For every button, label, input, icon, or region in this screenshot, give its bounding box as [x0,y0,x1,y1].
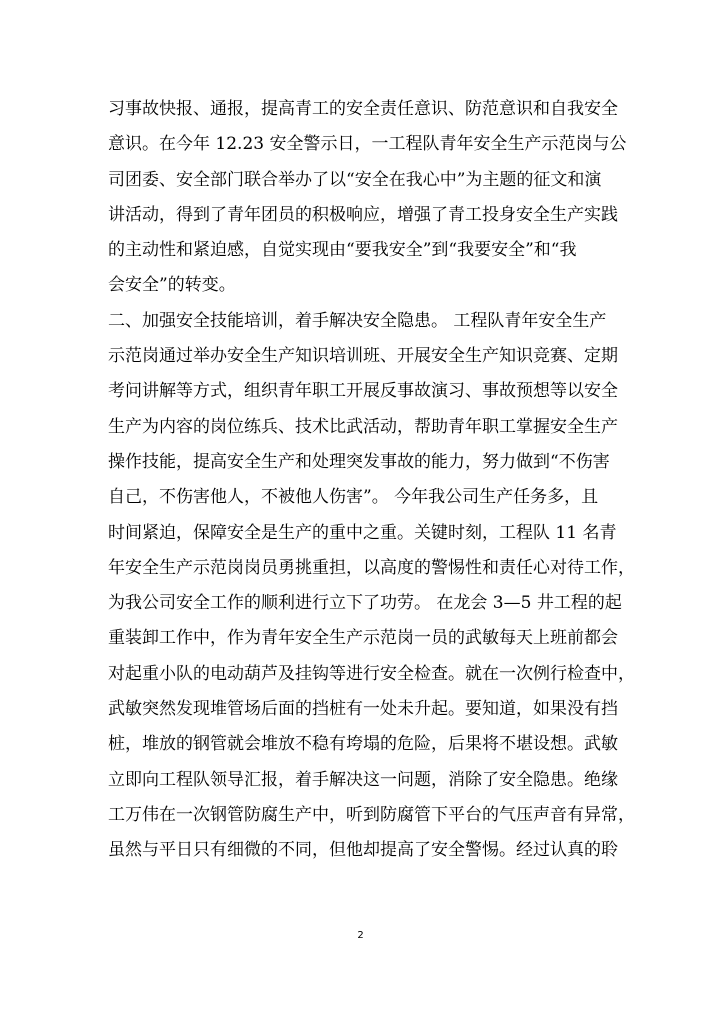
text-line: 的主动性和紧迫感，自觉实现由“要我安全”到“我要安全”和“我 [108,240,577,261]
text-line: 时间紧迫，保障安全是生产的重中之重。关键时刻，工程队 11 名青 [108,522,617,543]
text-line: 意识。在今年 12.23 安全警示日，一工程队青年安全生产示范岗与公 [108,134,627,155]
text-line: 桩，堆放的钢管就会堆放不稳有垮塌的危险，后果将不堪设想。武敏 [108,734,618,755]
text-line: 立即向工程队领导汇报，着手解决这一问题，消除了安全隐患。绝缘 [108,769,618,790]
body-text [108,92,635,869]
text-line: 工万伟在一次钢管防腐生产中，听到防腐管下平台的气压声音有异常， [108,804,635,825]
text-line: 示范岗通过举办安全生产知识培训班、开展安全生产知识竞赛、定期 [108,346,618,367]
text-line: 对起重小队的电动葫芦及挂钩等进行安全检查。就在一次例行检查中， [108,663,635,684]
text-line: 考问讲解等方式，组织青年职工开展反事故演习、事故预想等以安全 [108,381,618,402]
text-line: 年安全生产示范岗岗员勇挑重担，以高度的警惕性和责任心对待工作， [108,557,635,578]
text-line: 重装卸工作中，作为青年安全生产示范岗一员的武敏每天上班前都会 [108,628,618,649]
text-line: 讲活动，得到了青年团员的积极响应，增强了青工投身安全生产实践 [108,204,618,225]
text-line: 司团委、安全部门联合举办了以“安全在我心中”为主题的征文和演 [108,169,602,190]
text-line: 二、加强安全技能培训，着手解决安全隐患。 工程队青年安全生产 [108,310,607,331]
text-line: 会安全”的转变。 [108,275,236,296]
text-line: 武敏突然发现堆管场后面的挡桩有一处未升起。要知道，如果没有挡 [108,699,618,720]
text-line: 为我公司安全工作的顺利进行立下了功劳。 在龙会 3—5 井工程的起 [108,593,622,614]
text-line: 操作技能，提高安全生产和处理突发事故的能力，努力做到“不伤害 [108,451,610,472]
text-line: 虽然与平日只有细微的不同，但他却提高了安全警惕。经过认真的聆 [108,840,618,861]
text-line: 习事故快报、通报，提高青工的安全责任意识、防范意识和自我安全 [108,99,618,119]
text-line: 自己，不伤害他人，不被他人伤害”。 今年我公司生产任务多，且 [108,487,599,508]
text-line: 生产为内容的岗位练兵、技术比武活动，帮助青年职工掌握安全生产 [108,416,618,437]
page-number: 2 [357,930,364,941]
